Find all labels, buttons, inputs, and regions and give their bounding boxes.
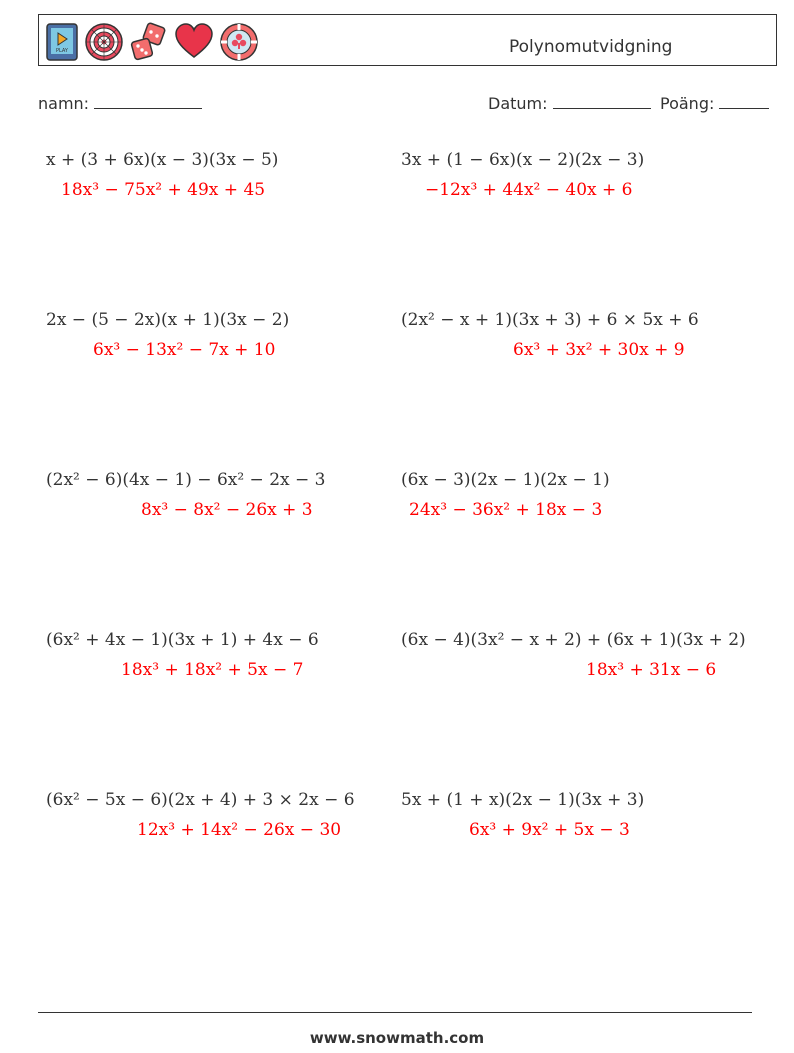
date-blank[interactable] xyxy=(553,94,651,109)
problem-4-answer: 6x³ + 3x² + 30x + 9 xyxy=(513,340,685,360)
problem-6-question: (6x − 3)(2x − 1)(2x − 1) xyxy=(401,470,610,490)
problem-4-question: (2x² − x + 1)(3x + 3) + 6 × 5x + 6 xyxy=(401,310,699,330)
dartboard-icon xyxy=(84,22,124,62)
problem-6-answer: 24x³ − 36x² + 18x − 3 xyxy=(409,500,603,520)
heart-icon xyxy=(174,22,214,62)
problem-10-question: 5x + (1 + x)(2x − 1)(3x + 3) xyxy=(401,790,645,810)
worksheet-title: Polynomutvidgning xyxy=(509,37,673,57)
problem-9-question: (6x² − 5x − 6)(2x + 4) + 3 × 2x − 6 xyxy=(46,790,355,810)
problem-3-answer: 6x³ − 13x² − 7x + 10 xyxy=(93,340,276,360)
score-field xyxy=(660,94,769,113)
name-label: namn: xyxy=(38,94,90,113)
score-label: Poäng: xyxy=(660,94,715,113)
problem-8-answer: 18x³ + 31x − 6 xyxy=(586,660,717,680)
name-field xyxy=(38,94,202,113)
date-label: Datum: xyxy=(488,94,548,113)
footer-divider xyxy=(38,1012,752,1013)
svg-text:PLAY: PLAY xyxy=(55,48,69,54)
problem-8-question: (6x − 4)(3x² − x + 2) + (6x + 1)(3x + 2) xyxy=(401,630,746,650)
footer-url[interactable]: www.snowmath.com xyxy=(309,1029,485,1047)
score-blank[interactable] xyxy=(719,94,769,109)
problem-9-answer: 12x³ + 14x² − 26x − 30 xyxy=(137,820,342,840)
problem-7-question: (6x² + 4x − 1)(3x + 1) + 4x − 6 xyxy=(46,630,319,650)
problem-1-question: x + (3 + 6x)(x − 3)(3x − 5) xyxy=(46,150,279,170)
worksheet-header xyxy=(38,14,777,66)
problem-2-answer: −12x³ + 44x² − 40x + 6 xyxy=(425,180,633,200)
problem-7-answer: 18x³ + 18x² + 5x − 7 xyxy=(121,660,304,680)
problem-2-question: 3x + (1 − 6x)(x − 2)(2x − 3) xyxy=(401,150,645,170)
play-tablet-icon xyxy=(45,22,79,62)
dice-icon xyxy=(129,22,169,62)
problem-3-question: 2x − (5 − 2x)(x + 1)(3x − 2) xyxy=(46,310,290,330)
problem-5-question: (2x² − 6)(4x − 1) − 6x² − 2x − 3 xyxy=(46,470,326,490)
casino-chip-icon xyxy=(219,22,259,62)
problem-1-answer: 18x³ − 75x² + 49x + 45 xyxy=(61,180,266,200)
name-blank[interactable] xyxy=(94,94,202,109)
date-field xyxy=(488,94,651,113)
problem-5-answer: 8x³ − 8x² − 26x + 3 xyxy=(141,500,313,520)
problem-10-answer: 6x³ + 9x² + 5x − 3 xyxy=(469,820,630,840)
header-icons xyxy=(45,22,259,62)
